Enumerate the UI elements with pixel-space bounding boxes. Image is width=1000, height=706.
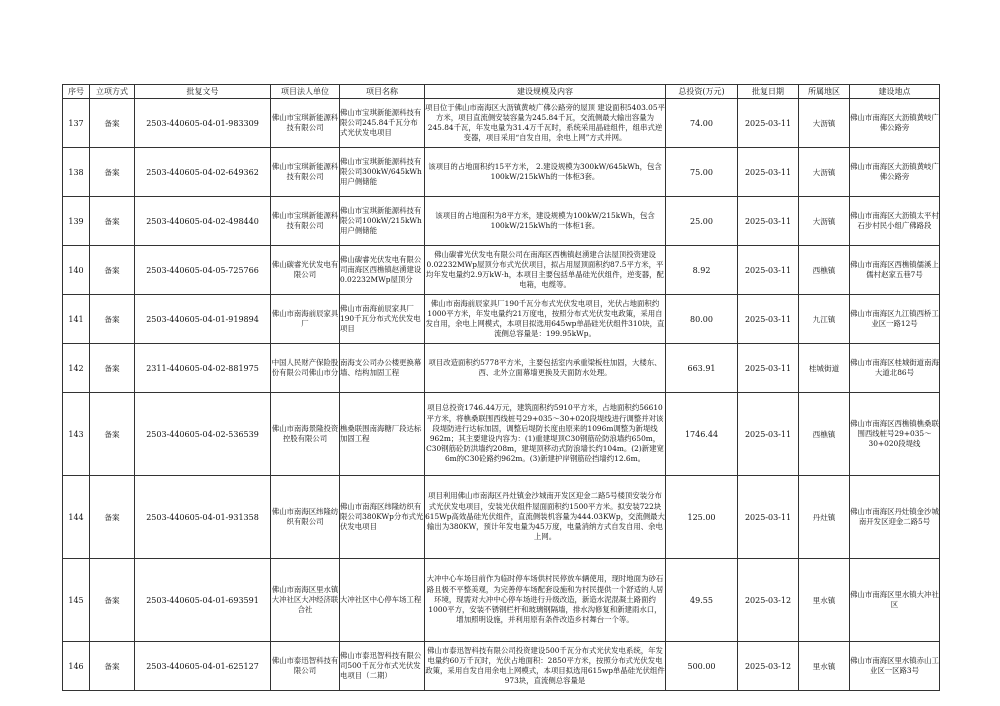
project-name-text: 佛山市南海区纬隆纺织有限公司380KWp分布式光伏发电项目 (340, 501, 424, 532)
row-project-name (340, 99, 425, 148)
scope-text: 该项目的占地面积约15平方米， 2.建设规模为300kW/645kWh，包含100kW/215kWh的一体柜3套。 (428, 161, 662, 181)
row-region: 九江镇 (799, 295, 850, 344)
table-row (63, 476, 940, 559)
header-date: 批复日期 (738, 85, 799, 99)
location-text: 佛山市南海区桂城街道南海大道北86号 (850, 357, 939, 377)
location-text: 佛山市南海区九江镇西桥工业区一路12号 (850, 308, 939, 328)
scope-text: 项目改造面积约5778平方米，主要包括室内承重梁板柱加固，大楼东、西、北外立面幕墙更换及天面防水处理。 (428, 357, 662, 377)
row-method: 备案 (90, 246, 135, 295)
location-text: 佛山市南海区里水镇大冲社区 (850, 589, 939, 609)
location-text: 佛山市南海区西樵镇樵桑联围西线桩号29+035～30+020段堤线 (850, 418, 939, 449)
header-scope: 建设规模及内容 (425, 85, 666, 99)
row-scope (425, 99, 666, 148)
row-scope (425, 344, 666, 393)
location-text: 佛山市南海区大沥镇太平村石步村民小组广佛路段 (850, 210, 939, 230)
scope-text: 项目位于佛山市南海区大沥镇黄岐广佛公路旁的屋顶 建设面积5403.05平方米，项目直流侧安装容量为245.84千瓦，交流侧最大输出容量为245.84千瓦，年发电量为31.4万千瓦时，系统采用晶硅组件，组串式逆变器，项目采用“自发自用，余电上网”方式并网。 (425, 102, 665, 143)
row-owner (271, 476, 340, 559)
scope-text: 大冲中心车场目前作为临时停车场供村民停放车辆使用，现时地面为砂石路且极不平整美观，为完善停车场配套设施和为村民提供一个舒适的人居环境，现需对大冲中心停车场进行升级改造，新造水泥混凝土路面约1000平方，安装不锈钢栏杆和玻璃钢隔墙，排水沟修复和新建雨水口，增加照明设施，并利用原有条件改造乡村舞台一个等。 (426, 574, 664, 625)
row-project-name (340, 559, 425, 642)
row-location (850, 295, 940, 344)
location-text: 佛山市南海区大沥镇黄岐广佛公路旁 (850, 112, 939, 132)
row-date: 2025-03-11 (738, 393, 799, 476)
row-project-name (340, 476, 425, 559)
table-row (63, 197, 940, 246)
owner-text: 佛山市宝琪新能源科技有限公司 (271, 210, 339, 230)
project-name-text: 佛山市宝琪新能源科技有限公司100kW/215kWh用户侧储能 (340, 205, 422, 236)
row-owner (271, 197, 340, 246)
row-no: 143 (63, 393, 90, 476)
owner-text: 佛山市宝琪新能源科技有限公司 (271, 161, 339, 181)
header-project-name: 项目名称 (340, 85, 425, 99)
header-region: 所属地区 (799, 85, 850, 99)
header-method: 立项方式 (90, 85, 135, 99)
row-investment: 500.00 (666, 642, 738, 691)
row-scope (425, 246, 666, 295)
project-name-text: 大冲社区中心停车场工程 (340, 594, 422, 604)
row-no: 142 (63, 344, 90, 393)
row-scope (425, 393, 666, 476)
header-owner: 项目法人单位 (271, 85, 340, 99)
scope-text: 佛山市南海前辰家具厂190千瓦分布式光伏发电项目，光伏占地面积约1000平方米，年发电量约21万度电，按照分布式光伏发电政策，采用自发自用，余电上网模式，本项目拟选用645wp单晶硅光伏组件310块，直流侧总容量是：199.95kWp。 (425, 298, 665, 339)
header-location: 建设地点 (850, 85, 940, 99)
row-owner (271, 559, 340, 642)
header-investment: 总投资(万元) (666, 85, 738, 99)
scope-text: 佛山市泰迅智科技有限公司投资建设500千瓦分布式光伏发电系统，年发电量约60万千瓦时，光伏占地面积：2850平方米，按照分布式光伏发电政策，采用自发自用余电上网模式，本项目拟选用615wp单晶硅光伏组件973块，直流侧总容量是 (425, 645, 665, 686)
row-no: 137 (63, 99, 90, 148)
project-approval-table (62, 84, 940, 691)
location-text: 佛山市南海区丹灶镇金沙城南开发区迎金二路5号 (850, 506, 939, 526)
row-method: 备案 (90, 197, 135, 246)
row-project-name (340, 295, 425, 344)
scope-text: 项目总投资1746.44万元，建筑面积约5910平方米，占地面积约56610平方米，将樵桑联围西线桩号29+035～30+020段堤线进行调整并对该段堤防进行达标加固，调整后堤防长度由原来的1096m调整为新堤线962m；其主要建设内容为：(1)重建堤顶C30钢筋砼防浪墙约650m，C30钢筋砼防洪墙约208m，建堤顶移动式防浪墙长约104m。(2)新建宽6m的C30砼路约962m。(3)新建护岸钢筋砼挡墙约12.6m。 (426, 403, 664, 464)
row-method: 备案 (90, 344, 135, 393)
row-owner (271, 246, 340, 295)
header-no: 序号 (63, 85, 90, 99)
owner-text: 佛山市泰迅智科技有限公司 (271, 655, 339, 675)
owner-text: 佛山市宝琪新能源科技有限公司 (271, 112, 339, 132)
row-scope (425, 197, 666, 246)
row-project-name (340, 393, 425, 476)
row-owner (271, 99, 340, 148)
row-approval-code: 2503-440605-04-01-983309 (135, 99, 271, 148)
row-method: 备案 (90, 295, 135, 344)
row-approval-code: 2503-440605-04-02-536539 (135, 393, 271, 476)
row-scope (425, 559, 666, 642)
table-row (63, 148, 940, 197)
row-scope (425, 642, 666, 691)
row-location (850, 476, 940, 559)
row-region: 大沥镇 (799, 99, 850, 148)
row-date: 2025-03-11 (738, 246, 799, 295)
table-row (63, 246, 940, 295)
row-no: 140 (63, 246, 90, 295)
row-investment: 49.55 (666, 559, 738, 642)
project-name-text: 佛山市南海前辰家具厂190千瓦分布式光伏发电项目 (340, 303, 421, 334)
row-no: 139 (63, 197, 90, 246)
row-approval-code: 2311-440605-04-02-881975 (135, 344, 271, 393)
table-row (63, 559, 940, 642)
row-no: 144 (63, 476, 90, 559)
row-method: 备案 (90, 642, 135, 691)
row-investment: 663.91 (666, 344, 738, 393)
row-date: 2025-03-11 (738, 295, 799, 344)
row-project-name (340, 246, 425, 295)
row-no: 145 (63, 559, 90, 642)
row-region: 大沥镇 (799, 148, 850, 197)
table-row (63, 99, 940, 148)
owner-text: 佛山市南海前辰家具厂 (271, 308, 339, 328)
scope-text: 项目利用佛山市南海区丹灶镇金沙城南开发区迎金二路5号楼顶安装分布式光伏发电项目，安装光伏组件屋面面积约1500平方米。拟安装722块615Wp高效晶硅光伏组件，直流侧装机容量为444.03KWp，交流侧最大输出为380KW，预计年发电量为45万度，电量消纳方式自发自用、余电上网。 (425, 491, 665, 542)
row-location (850, 642, 940, 691)
row-no: 138 (63, 148, 90, 197)
row-approval-code: 2503-440605-04-01-931358 (135, 476, 271, 559)
row-scope (425, 148, 666, 197)
row-scope (425, 476, 666, 559)
project-name-text: 樵桑联围南海糖厂段达标加固工程 (340, 423, 422, 443)
row-project-name (340, 148, 425, 197)
project-name-text: 佛山市宝琪新能源科技有限公司245.84千瓦分布式光伏发电项目 (340, 107, 422, 138)
row-approval-code: 2503-440605-04-05-725766 (135, 246, 271, 295)
row-approval-code: 2503-440605-04-02-498440 (135, 197, 271, 246)
row-location (850, 148, 940, 197)
location-text: 佛山市南海区大沥镇黄岐广佛公路旁 (850, 161, 939, 181)
row-date: 2025-03-12 (738, 559, 799, 642)
row-investment: 25.00 (666, 197, 738, 246)
row-date: 2025-03-11 (738, 344, 799, 393)
row-region: 西樵镇 (799, 246, 850, 295)
row-location (850, 246, 940, 295)
row-date: 2025-03-11 (738, 148, 799, 197)
header-approval-code: 批复文号 (135, 85, 271, 99)
row-project-name (340, 197, 425, 246)
row-investment: 75.00 (666, 148, 738, 197)
row-approval-code: 2503-440605-04-01-693591 (135, 559, 271, 642)
row-no: 146 (63, 642, 90, 691)
row-location (850, 197, 940, 246)
row-location (850, 559, 940, 642)
row-investment: 74.00 (666, 99, 738, 148)
row-region: 里水镇 (799, 559, 850, 642)
row-investment: 80.00 (666, 295, 738, 344)
row-owner (271, 393, 340, 476)
table-row (63, 295, 940, 344)
table-row (63, 344, 940, 393)
table-row (63, 393, 940, 476)
project-name-text: 佛山市宝琪新能源科技有限公司300kW/645kWh用户侧储能 (340, 156, 422, 187)
row-region: 丹灶镇 (799, 476, 850, 559)
row-region: 桂城街道 (799, 344, 850, 393)
row-date: 2025-03-11 (738, 99, 799, 148)
row-scope (425, 295, 666, 344)
row-investment: 125.00 (666, 476, 738, 559)
location-text: 佛山市南海区里水镇赤山工业区一区路3号 (850, 655, 939, 675)
row-approval-code: 2503-440605-04-01-625127 (135, 642, 271, 691)
row-region: 大沥镇 (799, 197, 850, 246)
scope-text: 该项目的占地面积为8平方米，建设规模为100kW/215kWh，包含100kW/215kWh的一体柜1套。 (435, 210, 655, 230)
row-method: 备案 (90, 99, 135, 148)
row-date: 2025-03-11 (738, 476, 799, 559)
project-name-text: 南海支公司办公楼更换幕墙、结构加固工程 (340, 357, 422, 377)
row-method: 备案 (90, 393, 135, 476)
table-header-row (63, 85, 940, 99)
owner-text: 佛山市南海区里水镇大冲社区大冲经济联合社 (271, 584, 339, 615)
row-no: 141 (63, 295, 90, 344)
row-location (850, 99, 940, 148)
owner-text: 佛山碳睿光伏发电有限公司 (271, 259, 339, 279)
row-investment: 8.92 (666, 246, 738, 295)
row-owner (271, 344, 340, 393)
location-text: 佛山市南海区西樵镇儒溪上儒村赵家五巷7号 (850, 259, 939, 279)
row-owner (271, 295, 340, 344)
owner-text: 佛山市南海景隆投资控股有限公司 (271, 423, 339, 443)
row-region: 里水镇 (799, 642, 850, 691)
row-location (850, 393, 940, 476)
scope-text: 佛山碳睿光伏发电有限公司在南海区西樵镇赵湧建合法屋顶投资建设0.02232MWp屋顶分布式光伏项目，拟占用屋顶面积约87.5平方米，平均年发电量约2.9万kW·h，本项目主要包括单晶硅光伏组件，逆变器，配电箱，电缆等。 (426, 249, 664, 290)
row-date: 2025-03-12 (738, 642, 799, 691)
row-method: 备案 (90, 559, 135, 642)
row-method: 备案 (90, 476, 135, 559)
row-project-name (340, 642, 425, 691)
row-region: 西樵镇 (799, 393, 850, 476)
owner-text: 中国人民财产保险股份有限公司佛山市分 (271, 357, 339, 377)
row-date: 2025-03-11 (738, 197, 799, 246)
row-location (850, 344, 940, 393)
row-owner (271, 642, 340, 691)
row-investment: 1746.44 (666, 393, 738, 476)
row-approval-code: 2503-440605-04-01-919894 (135, 295, 271, 344)
row-owner (271, 148, 340, 197)
project-name-text: 佛山碳睿光伏发电有限公司南海区西樵镇赵湧建设0.02232MWp屋顶分 (340, 254, 422, 285)
row-approval-code: 2503-440605-04-02-649362 (135, 148, 271, 197)
project-name-text: 佛山市泰迅智科技有限公司500千瓦分布式光伏发电项目（二期） (340, 650, 422, 681)
row-method: 备案 (90, 148, 135, 197)
row-project-name (340, 344, 425, 393)
owner-text: 佛山市南海区纬隆纺织有限公司 (271, 506, 339, 526)
table-row (63, 642, 940, 691)
